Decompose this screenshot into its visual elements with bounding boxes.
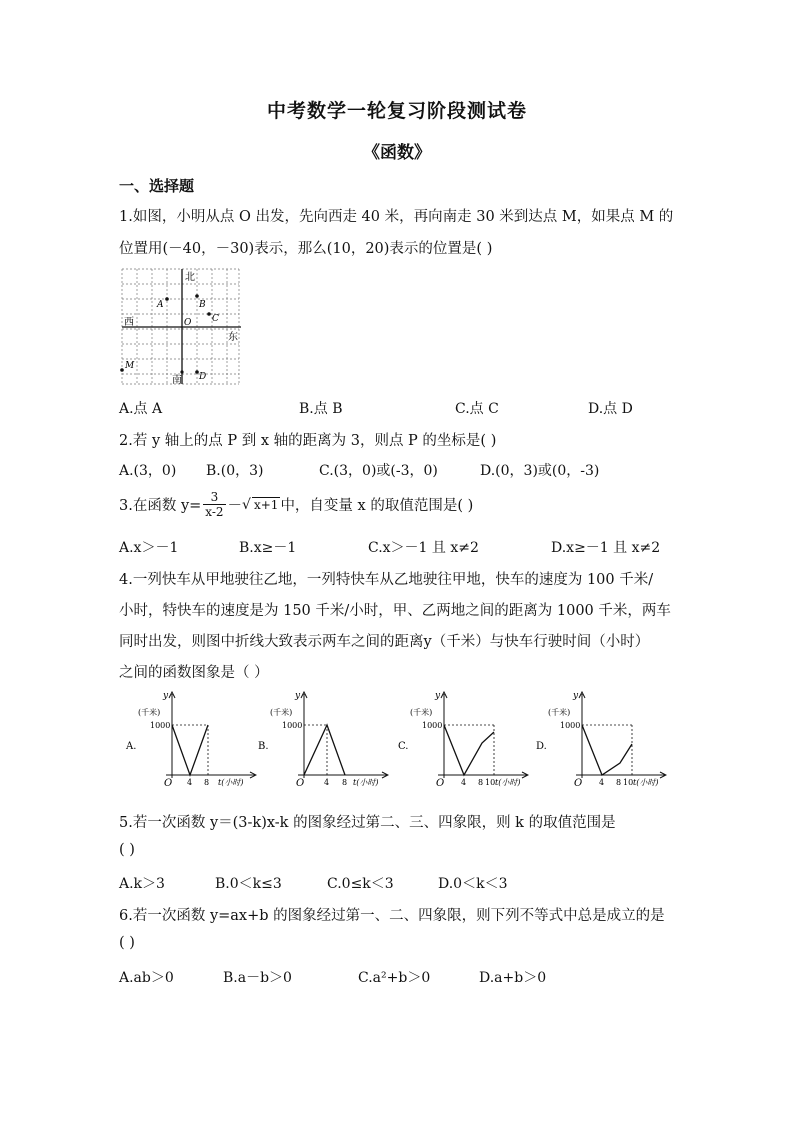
point-M bbox=[120, 368, 124, 372]
svg-text:(千米): (千米) bbox=[410, 708, 433, 717]
east-label: 东 bbox=[228, 332, 238, 343]
page-subtitle: 《函数》 bbox=[363, 143, 431, 163]
q1-grid-figure bbox=[119, 266, 243, 388]
svg-text:10: 10 bbox=[623, 778, 634, 787]
svg-text:(千米): (千米) bbox=[138, 708, 161, 717]
point-C bbox=[207, 312, 211, 316]
svg-text:y: y bbox=[295, 691, 301, 701]
q4-graph-c[interactable] bbox=[394, 688, 529, 792]
svg-text:1000: 1000 bbox=[282, 721, 303, 730]
svg-text:O: O bbox=[436, 778, 445, 789]
svg-text:y: y bbox=[163, 691, 169, 701]
q3-option-c[interactable]: C.x＞－1 且 x≠2 bbox=[368, 540, 479, 556]
q5-option-c[interactable]: C.0≤k＜3 bbox=[327, 876, 394, 892]
q6-line1: 6.若一次函数 y=ax+b 的图象经过第一、二、四象限，则下列不等式中总是成立的是 bbox=[119, 908, 665, 924]
q1-option-d[interactable]: D.点 D bbox=[588, 401, 633, 417]
graph-b-label: B. bbox=[258, 741, 269, 752]
point-A-label: A bbox=[157, 300, 164, 310]
svg-text:1000: 1000 bbox=[560, 721, 581, 730]
svg-text:4: 4 bbox=[187, 778, 193, 787]
svg-text:O: O bbox=[296, 778, 305, 789]
q3-fraction bbox=[203, 490, 225, 519]
svg-text:8: 8 bbox=[616, 778, 622, 787]
west-label: 西 bbox=[124, 317, 134, 328]
point-C-label: C bbox=[212, 314, 219, 324]
q1-line2: 位置用(－40，－30)表示，那么(10，20)表示的位置是( ) bbox=[119, 241, 493, 257]
svg-text:(千米): (千米) bbox=[270, 708, 293, 717]
svg-text:10: 10 bbox=[485, 778, 496, 787]
svg-text:t(小时): t(小时) bbox=[633, 778, 659, 787]
q3-option-b[interactable]: B.x≥－1 bbox=[239, 540, 297, 556]
graph-c-label: C. bbox=[398, 741, 409, 752]
q4-line2: 小时，特快车的速度是为 150 千米/小时，甲、乙两地之间的距离为 1000 千米，两车 bbox=[119, 603, 671, 619]
q6-option-c[interactable]: C.a²+b＞0 bbox=[358, 970, 431, 986]
q3-line1 bbox=[119, 490, 473, 519]
graph-d-label: D. bbox=[536, 741, 547, 752]
point-M-label: M bbox=[125, 361, 135, 371]
q3-option-a[interactable]: A.x＞－1 bbox=[119, 540, 179, 556]
q5-option-a[interactable]: A.k＞3 bbox=[119, 876, 165, 892]
q2-option-c[interactable]: C.(3，0)或(-3，0) bbox=[319, 463, 438, 479]
q2-option-a[interactable]: A.(3，0) bbox=[119, 463, 177, 479]
q6-option-b[interactable]: B.a－b＞0 bbox=[223, 970, 292, 986]
q1-line1: 1.如图，小明从点 O 出发，先向西走 40 米，再向南走 30 米到达点 M，如果点 M 的 bbox=[119, 209, 674, 225]
svg-text:y: y bbox=[573, 691, 579, 701]
q4-line1: 4.一列快车从甲地驶往乙地，一列特快车从乙地驶往甲地，快车的速度为 100 千米/ bbox=[119, 572, 654, 588]
q1-option-c[interactable]: C.点 C bbox=[455, 401, 499, 417]
q3-option-d[interactable]: D.x≥－1 且 x≠2 bbox=[551, 540, 661, 556]
graph-a-label: A. bbox=[126, 741, 137, 752]
q5-option-d[interactable]: D.0＜k＜3 bbox=[438, 876, 508, 892]
q4-graph-d[interactable] bbox=[532, 688, 667, 792]
q6-option-a[interactable]: A.ab＞0 bbox=[119, 970, 174, 986]
q5-option-b[interactable]: B.0＜k≤3 bbox=[215, 876, 282, 892]
svg-text:8: 8 bbox=[204, 778, 210, 787]
svg-text:4: 4 bbox=[324, 778, 330, 787]
q6-option-d[interactable]: D.a+b＞0 bbox=[479, 970, 547, 986]
q6-line2: ( ) bbox=[119, 935, 135, 951]
svg-text:4: 4 bbox=[599, 778, 605, 787]
q4-graph-b[interactable] bbox=[254, 688, 389, 792]
svg-text:(千米): (千米) bbox=[548, 708, 571, 717]
north-label: 北 bbox=[185, 272, 195, 283]
q3-frac-num: 3 bbox=[203, 490, 225, 505]
svg-text:t(小时): t(小时) bbox=[218, 778, 244, 787]
q2-option-d[interactable]: D.(0，3)或(0，-3) bbox=[480, 463, 600, 479]
q1-option-b[interactable]: B.点 B bbox=[299, 401, 343, 417]
svg-text:t(小时): t(小时) bbox=[495, 778, 521, 787]
point-B-label: B bbox=[199, 300, 206, 310]
svg-text:y: y bbox=[435, 691, 441, 701]
svg-text:8: 8 bbox=[342, 778, 348, 787]
q3-minus: － bbox=[227, 498, 243, 514]
q5-line2: ( ) bbox=[119, 842, 135, 858]
svg-text:4: 4 bbox=[461, 778, 467, 787]
q3-suffix: 中，自变量 x 的取值范围是( ) bbox=[280, 498, 474, 514]
q5-line1: 5.若一次函数 y＝(3-k)x-k 的图象经过第二、三、四象限，则 k 的取值范围是 bbox=[119, 815, 616, 831]
q2-line1: 2.若 y 轴上的点 P 到 x 轴的距离为 3，则点 P 的坐标是( ) bbox=[119, 433, 497, 449]
svg-text:1000: 1000 bbox=[422, 721, 443, 730]
q4-line3: 同时出发，则图中折线大致表示两车之间的距离y（千米）与快车行驶时间（小时） bbox=[119, 634, 650, 650]
svg-text:t(小时): t(小时) bbox=[353, 778, 379, 787]
q3-frac-den: x-2 bbox=[205, 505, 224, 519]
point-O-label: O bbox=[184, 318, 192, 328]
sqrt-icon: √ bbox=[242, 496, 251, 513]
svg-text:8: 8 bbox=[478, 778, 484, 787]
svg-text:O: O bbox=[574, 778, 583, 789]
q3-sqrt-arg: x+1 bbox=[253, 498, 279, 512]
q3-prefix: 3.在函数 y= bbox=[119, 498, 202, 514]
q1-option-a[interactable]: A.点 A bbox=[119, 401, 163, 417]
point-D-label: D bbox=[199, 372, 207, 382]
q4-graph-a[interactable] bbox=[122, 688, 257, 792]
page-title: 中考数学一轮复习阶段测试卷 bbox=[266, 100, 527, 122]
point-B bbox=[195, 294, 199, 298]
point-A bbox=[165, 297, 169, 301]
svg-text:O: O bbox=[164, 778, 173, 789]
q4-line4: 之间的函数图象是（ ） bbox=[119, 665, 269, 681]
q2-option-b[interactable]: B.(0，3) bbox=[206, 463, 264, 479]
svg-text:1000: 1000 bbox=[150, 721, 171, 730]
south-label: 南 bbox=[172, 375, 182, 386]
section-heading: 一、选择题 bbox=[119, 177, 195, 195]
